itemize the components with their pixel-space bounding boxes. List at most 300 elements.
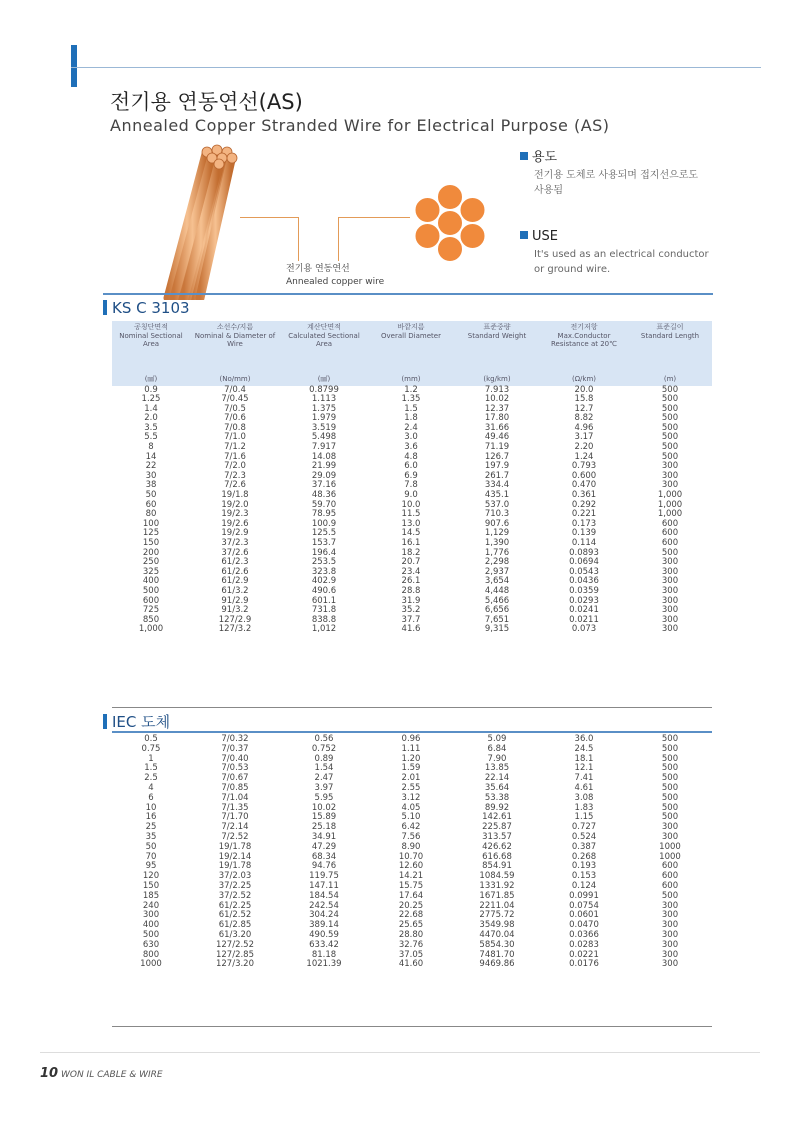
table-cell: 25 — [145, 822, 157, 833]
table-cell: 400 — [142, 920, 160, 931]
table-cell: 600 — [661, 538, 679, 548]
table-cell: 7/1.6 — [224, 451, 246, 462]
table-cell: 13.0 — [401, 518, 421, 529]
table-cell: 725 — [142, 605, 160, 616]
table-cell: 12.7 — [574, 403, 594, 414]
table-cell: 225.87 — [482, 822, 512, 833]
table-cell: 7/0.40 — [221, 753, 249, 764]
table-cell: 1.113 — [311, 394, 337, 405]
table-cell: 500 — [661, 753, 679, 764]
table-cell: 1671.85 — [479, 890, 515, 901]
table-cell: 0.0211 — [569, 614, 599, 625]
table-cell: 60 — [145, 499, 157, 510]
table-cell: 6.9 — [404, 470, 418, 481]
table-cell: 600 — [661, 528, 679, 539]
table-cell: 800 — [142, 949, 160, 960]
table-cell: 7/0.5 — [224, 403, 246, 414]
table-cell: 1 — [148, 753, 154, 764]
table-cell: 300 — [661, 910, 679, 921]
table-cell: 1.54 — [314, 763, 334, 774]
table-cell: 15.75 — [398, 880, 424, 891]
table-cell: 500 — [661, 413, 679, 424]
table-cell: 5.498 — [311, 432, 337, 443]
company-name: WON IL CABLE & WIRE — [60, 1070, 163, 1080]
table-cell: 500 — [661, 422, 679, 433]
table-cell: 3.97 — [314, 782, 334, 793]
table-cell: 7/2.3 — [224, 470, 246, 481]
section-bar-icon — [103, 300, 107, 315]
table-cell: 2.5 — [144, 773, 158, 784]
table-cell: 10.02 — [484, 394, 510, 405]
table-cell: 0.752 — [311, 743, 337, 754]
stranded-cross-section-icon — [405, 178, 495, 268]
table-cell: 325 — [142, 566, 160, 577]
table-cell: 0.0543 — [569, 566, 599, 577]
ks-table-bottom-rule — [112, 707, 712, 708]
table-cell: 0.124 — [571, 880, 597, 891]
table-cell: 61/2.9 — [221, 576, 249, 587]
table-row — [112, 960, 712, 970]
table-cell: 185 — [142, 890, 160, 901]
table-cell: 1.11 — [401, 743, 421, 754]
table-cell: 37.16 — [311, 480, 337, 491]
table-cell: 0.193 — [571, 861, 597, 872]
table-cell: 500 — [661, 773, 679, 784]
table-cell: 2.47 — [314, 773, 334, 784]
table-cell: 5.10 — [401, 812, 421, 823]
table-cell: 300 — [661, 480, 679, 491]
table-cell: 38 — [145, 480, 157, 491]
table-cell: 37/2.25 — [218, 880, 252, 891]
table-cell: 16 — [145, 812, 157, 823]
header-rule — [71, 67, 761, 68]
table-cell: 0.268 — [571, 851, 597, 862]
table-cell: 78.95 — [311, 509, 337, 520]
table-cell: 7.56 — [401, 831, 421, 842]
table-cell: 49.46 — [484, 432, 510, 443]
table-cell: 490.6 — [311, 585, 337, 596]
table-cell: 500 — [661, 547, 679, 558]
table-cell: 300 — [661, 949, 679, 960]
table-cell: 2211.04 — [479, 900, 515, 911]
table-cell: 7/0.8 — [224, 422, 246, 433]
table-cell: 838.8 — [311, 614, 337, 625]
table-cell: 17.80 — [484, 413, 510, 424]
table-cell: 0.727 — [571, 822, 597, 833]
table-cell: 2.20 — [574, 442, 594, 453]
ks-spec-table — [112, 321, 712, 635]
table-cell: 20.7 — [401, 557, 421, 568]
table-cell: 29.09 — [311, 470, 337, 481]
table-units-row: (㎟) (No/mm) (㎟) (mm) (kg/km) (Ω/km) (m) — [112, 373, 712, 386]
table-cell: 854.91 — [482, 861, 512, 872]
table-cell: 61/3.2 — [221, 585, 249, 596]
table-cell: 31.66 — [484, 422, 510, 433]
table-cell: 500 — [661, 734, 679, 744]
table-cell: 36.0 — [574, 734, 594, 744]
table-cell: 7.917 — [311, 442, 337, 453]
table-cell: 500 — [661, 403, 679, 414]
table-cell: 1,000 — [657, 490, 683, 501]
table-cell: 14.08 — [311, 451, 337, 462]
table-cell: 0.75 — [141, 743, 161, 754]
table-cell: 300 — [661, 576, 679, 587]
header-standard-length: 표준길이 Standard Length — [628, 321, 712, 373]
table-cell: 500 — [661, 782, 679, 793]
table-cell: 0.600 — [571, 470, 597, 481]
table-cell: 15.89 — [311, 812, 337, 823]
table-cell: 1,129 — [484, 528, 510, 539]
table-cell: 37.7 — [401, 614, 421, 625]
table-cell: 300 — [661, 929, 679, 940]
table-cell: 120 — [142, 871, 160, 882]
table-cell: 50 — [145, 490, 157, 501]
table-cell: 304.24 — [309, 910, 339, 921]
table-cell: 7/2.14 — [221, 822, 249, 833]
table-cell: 0.470 — [571, 480, 597, 491]
image-caption — [286, 263, 384, 289]
page-footer — [40, 1066, 163, 1081]
table-cell: 600 — [661, 861, 679, 872]
table-cell: 6,656 — [484, 605, 510, 616]
table-cell: 3.17 — [574, 432, 594, 443]
table-cell: 4 — [148, 782, 154, 793]
table-cell: 31.9 — [401, 595, 421, 606]
table-cell: 15.8 — [574, 394, 594, 405]
table-cell: 3,654 — [484, 576, 510, 587]
table-cell: 0.0366 — [569, 929, 599, 940]
table-cell: 2.55 — [401, 782, 421, 793]
header-overall-diameter: 바깥지름 Overall Diameter — [368, 321, 454, 373]
table-cell: 1000 — [659, 841, 681, 852]
table-cell: 6.42 — [401, 822, 421, 833]
table-cell: 2.0 — [144, 413, 158, 424]
table-cell: 59.70 — [311, 499, 337, 510]
table-cell: 300 — [661, 605, 679, 616]
table-cell: 0.0221 — [569, 949, 599, 960]
table-cell: 14.5 — [401, 528, 421, 539]
table-cell: 19/2.6 — [221, 518, 249, 529]
section-title-iec: IEC 도체 — [103, 711, 170, 732]
table-cell: 7.41 — [574, 773, 594, 784]
callout-line-left-vertical — [298, 217, 299, 261]
table-cell: 7/1.04 — [221, 792, 249, 803]
header-nominal-area: 공칭단면적 Nominal Sectional Area — [112, 321, 190, 373]
iec-spec-table — [112, 735, 712, 970]
table-cell: 150 — [142, 538, 160, 548]
table-cell: 300 — [661, 585, 679, 596]
table-cell: 7/2.0 — [224, 461, 246, 472]
table-cell: 80 — [145, 509, 157, 520]
table-cell: 5.09 — [487, 734, 507, 744]
table-cell: 4.8 — [404, 451, 418, 462]
table-cell: 7/0.85 — [221, 782, 249, 793]
table-cell: 25.65 — [398, 920, 424, 931]
table-cell: 196.4 — [311, 547, 337, 558]
table-cell: 37/2.3 — [221, 538, 249, 548]
page-title-english: Annealed Copper Stranded Wire for Electrical Purpose (AS) — [110, 116, 610, 135]
table-cell: 0.96 — [401, 734, 421, 744]
table-cell: 26.1 — [401, 576, 421, 587]
table-cell: 95 — [145, 861, 157, 872]
table-cell: 1,000 — [657, 509, 683, 520]
table-cell: 300 — [661, 470, 679, 481]
table-cell: 71.19 — [484, 442, 510, 453]
table-cell: 21.99 — [311, 461, 337, 472]
table-cell: 1.20 — [401, 753, 421, 764]
table-cell: 731.8 — [311, 605, 337, 616]
table-cell: 28.8 — [401, 585, 421, 596]
image-caption-english: Annealed copper wire — [286, 277, 385, 287]
table-cell: 7/0.67 — [221, 773, 249, 784]
table-cell: 1,776 — [484, 547, 510, 558]
table-cell: 35.2 — [401, 605, 421, 616]
table-cell: 3.6 — [404, 442, 418, 453]
table-cell: 300 — [142, 910, 160, 921]
table-cell: 300 — [661, 939, 679, 950]
table-cell: 18.2 — [401, 547, 421, 558]
table-cell: 68.34 — [311, 851, 337, 862]
callout-line-right-vertical — [338, 217, 339, 261]
table-cell: 30 — [145, 470, 157, 481]
table-cell: 19/1.78 — [218, 841, 252, 852]
table-cell: 334.4 — [484, 480, 510, 491]
table-cell: 850 — [142, 614, 160, 625]
table-cell: 1331.92 — [479, 880, 515, 891]
table-cell: 300 — [661, 959, 679, 970]
table-cell: 1,000 — [657, 499, 683, 510]
table-cell: 28.80 — [398, 929, 424, 940]
table-cell: 100 — [142, 518, 160, 529]
table-cell: 500 — [661, 451, 679, 462]
table-cell: 5854.30 — [479, 939, 515, 950]
table-cell: 0.139 — [571, 528, 597, 539]
table-cell: 323.8 — [311, 566, 337, 577]
table-cell: 1.5 — [404, 403, 418, 414]
table-cell: 32.76 — [398, 939, 424, 950]
table-cell: 0.5 — [144, 734, 158, 744]
table-cell: 1.15 — [574, 812, 594, 823]
table-cell: 0.221 — [571, 509, 597, 520]
table-cell: 2,298 — [484, 557, 510, 568]
table-cell: 1000 — [659, 851, 681, 862]
table-cell: 616.68 — [482, 851, 512, 862]
table-cell: 630 — [142, 939, 160, 950]
table-cell: 537.0 — [484, 499, 510, 510]
table-cell: 81.18 — [311, 949, 337, 960]
table-row — [112, 625, 712, 635]
table-cell: 20.0 — [574, 384, 594, 395]
table-cell: 19/2.0 — [221, 499, 249, 510]
table-cell: 11.5 — [401, 509, 421, 520]
table-cell: 37/2.52 — [218, 890, 252, 901]
table-cell: 9469.86 — [479, 959, 515, 970]
table-cell: 0.0293 — [569, 595, 599, 606]
table-cell: 0.0470 — [569, 920, 599, 931]
table-cell: 300 — [661, 920, 679, 931]
table-cell: 5.95 — [314, 792, 334, 803]
table-cell: 7.8 — [404, 480, 418, 491]
table-cell: 1021.39 — [306, 959, 342, 970]
table-cell: 7.90 — [487, 753, 507, 764]
table-cell: 7,651 — [484, 614, 510, 625]
table-cell: 710.3 — [484, 509, 510, 520]
table-cell: 500 — [661, 384, 679, 395]
table-cell: 907.6 — [484, 518, 510, 529]
footer-rule — [40, 1052, 760, 1053]
table-cell: 7/2.52 — [221, 831, 249, 842]
table-cell: 37/2.6 — [221, 547, 249, 558]
table-cell: 313.57 — [482, 831, 512, 842]
table-cell: 20.25 — [398, 900, 424, 911]
table-cell: 0.0176 — [569, 959, 599, 970]
table-cell: 1,012 — [311, 624, 337, 635]
use-english-block — [520, 229, 715, 277]
table-cell: 100.9 — [311, 518, 337, 529]
header-max-resistance: 전기저항 Max.Conductor Resistance at 20℃ — [540, 321, 628, 373]
copper-wire-image — [160, 140, 295, 300]
table-cell: 0.9 — [144, 384, 158, 395]
table-cell: 0.56 — [314, 734, 334, 744]
table-cell: 8 — [148, 442, 154, 453]
table-cell: 22.68 — [398, 910, 424, 921]
table-cell: 127/3.2 — [218, 624, 252, 635]
table-cell: 4.05 — [401, 802, 421, 813]
table-cell: 0.793 — [571, 461, 597, 472]
iec-table-top-rule — [112, 731, 712, 733]
square-bullet-icon — [520, 231, 528, 239]
table-cell: 7.913 — [484, 384, 510, 395]
table-cell: 300 — [661, 614, 679, 625]
table-cell: 53.38 — [484, 792, 510, 803]
table-cell: 24.5 — [574, 743, 594, 754]
table-cell: 34.91 — [311, 831, 337, 842]
table-cell: 9,315 — [484, 624, 510, 635]
table-cell: 10.0 — [401, 499, 421, 510]
table-cell: 2.01 — [401, 773, 421, 784]
table-cell: 7/1.2 — [224, 442, 246, 453]
section-bar-icon — [103, 714, 107, 729]
image-caption-korean: 전기용 연동연선 — [286, 264, 350, 274]
table-cell: 0.0754 — [569, 900, 599, 911]
table-cell: 500 — [661, 792, 679, 803]
header-wire-diameter: 소선수/지름 Nominal & Diameter of Wire — [190, 321, 280, 373]
table-cell: 7/0.4 — [224, 384, 246, 395]
section-title-ks: KS C 3103 — [103, 299, 190, 317]
table-cell: 8.90 — [401, 841, 421, 852]
table-cell: 17.64 — [398, 890, 424, 901]
table-cell: 7/0.45 — [221, 394, 249, 405]
table-cell: 0.387 — [571, 841, 597, 852]
table-cell: 3.0 — [404, 432, 418, 443]
table-cell: 12.37 — [484, 403, 510, 414]
table-cell: 12.60 — [398, 861, 424, 872]
table-cell: 7/0.32 — [221, 734, 249, 744]
header-accent-bar — [71, 45, 77, 87]
table-cell: 5.5 — [144, 432, 158, 443]
table-cell: 1.8 — [404, 413, 418, 424]
table-cell: 61/2.25 — [218, 900, 252, 911]
table-cell: 37/2.03 — [218, 871, 252, 882]
table-cell: 35.64 — [484, 782, 510, 793]
table-cell: 19/2.9 — [221, 528, 249, 539]
page-title-korean: 전기용 연동연선(AS) — [110, 90, 303, 114]
callout-line-right-horizontal — [338, 217, 410, 218]
table-cell: 426.62 — [482, 841, 512, 852]
iec-table-bottom-rule — [112, 1026, 712, 1027]
table-cell: 3.12 — [401, 792, 421, 803]
table-cell: 7/2.6 — [224, 480, 246, 491]
table-cell: 61/2.85 — [218, 920, 252, 931]
table-cell: 47.29 — [311, 841, 337, 852]
table-cell: 4470.04 — [479, 929, 515, 940]
table-cell: 61/2.6 — [221, 566, 249, 577]
table-cell: 1.35 — [401, 394, 421, 405]
table-cell: 7/1.35 — [221, 802, 249, 813]
table-cell: 500 — [142, 929, 160, 940]
table-cell: 126.7 — [484, 451, 510, 462]
table-cell: 6.84 — [487, 743, 507, 754]
table-cell: 1.979 — [311, 413, 337, 424]
table-cell: 41.6 — [401, 624, 421, 635]
table-cell: 7/1.0 — [224, 432, 246, 443]
table-cell: 0.8799 — [309, 384, 339, 395]
table-cell: 19/2.3 — [221, 509, 249, 520]
use-korean-heading: 용도 — [520, 150, 710, 165]
table-cell: 600 — [661, 871, 679, 882]
table-cell: 0.0893 — [569, 547, 599, 558]
table-cell: 2775.72 — [479, 910, 515, 921]
table-cell: 7481.70 — [479, 949, 515, 960]
table-cell: 10 — [145, 802, 157, 813]
table-cell: 7/0.53 — [221, 763, 249, 774]
table-cell: 10.70 — [398, 851, 424, 862]
table-cell: 400 — [142, 576, 160, 587]
table-cell: 14 — [145, 451, 157, 462]
table-cell: 127/2.9 — [218, 614, 252, 625]
table-cell: 25.18 — [311, 822, 337, 833]
table-cell: 9.0 — [404, 490, 418, 501]
table-cell: 600 — [661, 518, 679, 529]
table-cell: 1.83 — [574, 802, 594, 813]
table-cell: 14.21 — [398, 871, 424, 882]
table-cell: 435.1 — [484, 490, 510, 501]
page-number: 10 — [40, 1066, 59, 1081]
table-cell: 500 — [661, 394, 679, 405]
table-cell: 300 — [661, 595, 679, 606]
table-cell: 3549.98 — [479, 920, 515, 931]
table-cell: 3.519 — [311, 422, 337, 433]
table-cell: 18.1 — [574, 753, 594, 764]
header-standard-weight: 표준중량 Standard Weight — [454, 321, 540, 373]
table-cell: 300 — [661, 831, 679, 842]
table-cell: 1.59 — [401, 763, 421, 774]
table-cell: 389.14 — [309, 920, 339, 931]
table-cell: 1.2 — [404, 384, 418, 395]
table-cell: 147.11 — [309, 880, 339, 891]
table-cell: 89.92 — [484, 802, 510, 813]
table-cell: 1.375 — [311, 403, 337, 414]
table-cell: 13.85 — [484, 763, 510, 774]
iec-table-body — [112, 735, 712, 970]
table-cell: 125.5 — [311, 528, 337, 539]
table-cell: 600 — [661, 880, 679, 891]
table-cell: 5,466 — [484, 595, 510, 606]
table-cell: 300 — [661, 461, 679, 472]
table-cell: 0.114 — [571, 538, 597, 548]
table-cell: 37.05 — [398, 949, 424, 960]
table-cell: 0.0694 — [569, 557, 599, 568]
